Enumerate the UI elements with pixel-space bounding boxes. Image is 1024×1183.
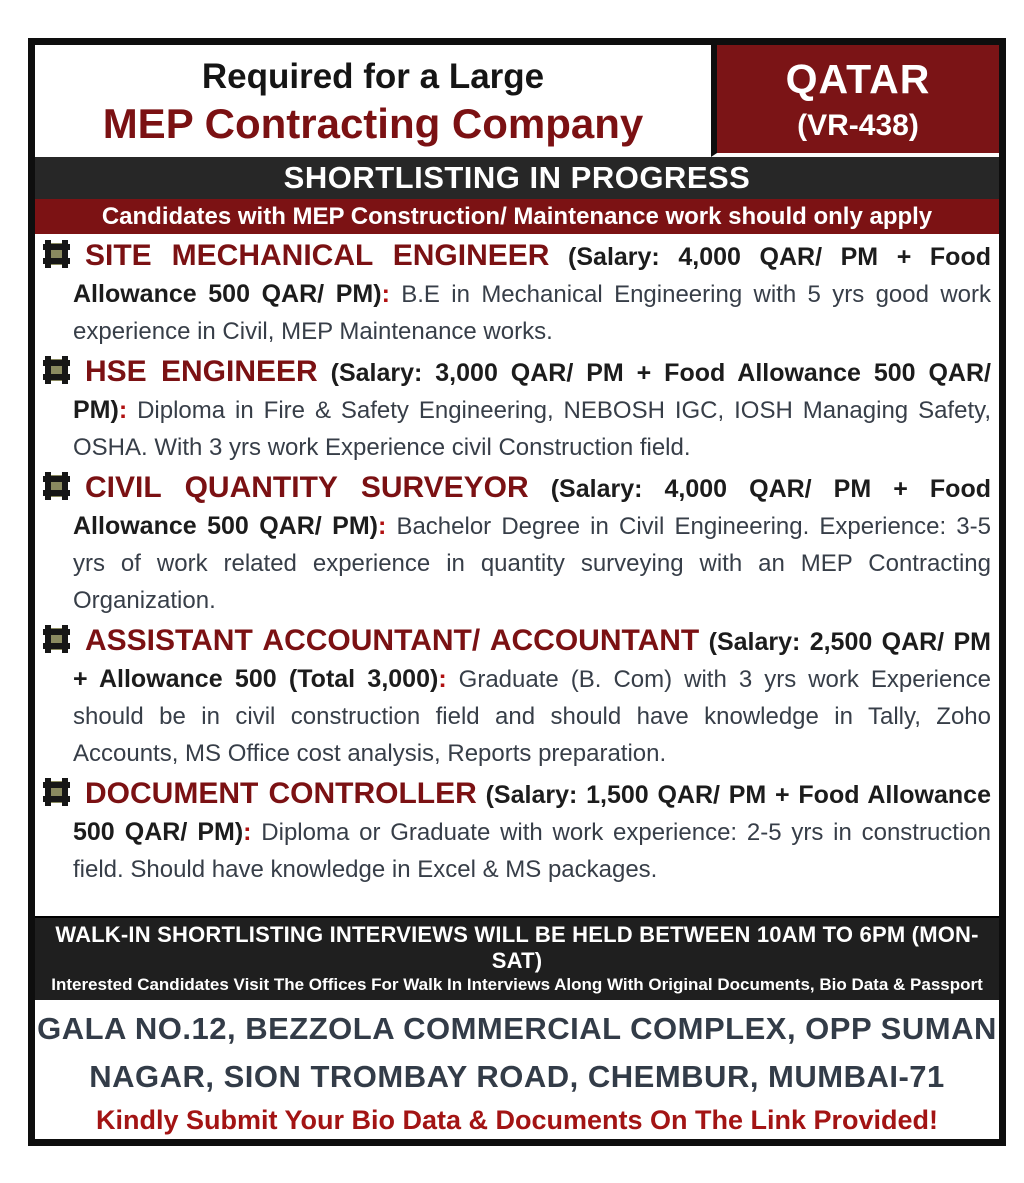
walkin-instructions: Interested Candidates Visit The Offices For Walk In Interviews Along With Original Documents, Bio Data & Passport bbox=[51, 975, 983, 994]
job-salary: (Salary: 1,500 QAR/ PM + Food Allowance 500 QAR/ PM) bbox=[73, 781, 991, 846]
hash-icon bbox=[43, 472, 70, 500]
job-title: DOCUMENT CONTROLLER bbox=[85, 777, 477, 810]
job-salary: (Salary: 4,000 QAR/ PM + Food Allowance 500 QAR/ PM) bbox=[73, 475, 991, 540]
header-title-block bbox=[35, 45, 711, 157]
job-title: SITE MECHANICAL ENGINEER bbox=[85, 239, 550, 272]
submit-note: Kindly Submit Your Bio Data & Documents On The Link Provided! bbox=[95, 1105, 939, 1135]
location-badge bbox=[711, 45, 999, 157]
job-salary: (Salary: 4,000 QAR/ PM + Food Allowance 500 QAR/ PM) bbox=[73, 243, 991, 308]
job-description: Diploma in Fire & Safety Engineering, NEBOSH IGC, IOSH Managing Safety, OSHA. With 3 yrs work Experience civil Construction field. bbox=[73, 397, 991, 461]
address-line2: NAGAR, SION TROMBAY ROAD, CHEMBUR, MUMBAI-71 bbox=[89, 1059, 945, 1094]
location-name: QATAR bbox=[785, 55, 931, 102]
job-list bbox=[35, 234, 999, 916]
job-title: CIVIL QUANTITY SURVEYOR bbox=[85, 471, 529, 504]
job-entry-civil-quantity-surveyor bbox=[43, 469, 991, 619]
header-line1: Required for a Large bbox=[201, 56, 545, 96]
job-title: HSE ENGINEER bbox=[85, 355, 318, 388]
job-colon: : bbox=[377, 512, 387, 540]
header bbox=[35, 45, 999, 157]
job-description: Diploma or Graduate with work experience: 2-5 yrs in construction field. Should have knowledge in Excel & MS packages. bbox=[73, 819, 991, 883]
job-description: Bachelor Degree in Civil Engineering. Experience: 3-5 yrs of work related experience in quantity surveying with an MEP Contracting Organization. bbox=[73, 513, 991, 614]
job-entry-document-controller bbox=[43, 775, 991, 888]
job-description: Graduate (B. Com) with 3 yrs work Experience should be in civil construction field and should have knowledge in Tally, Zoho Accounts, MS Office cost analysis, Reports preparation. bbox=[73, 666, 991, 767]
job-entry-site-mechanical-engineer bbox=[43, 237, 991, 350]
hash-icon bbox=[43, 625, 70, 653]
vacancy-reference: (VR-438) bbox=[797, 108, 919, 142]
header-line2: MEP Contracting Company bbox=[102, 99, 644, 147]
job-description: B.E in Mechanical Engineering with 5 yrs good work experience in Civil, MEP Maintenance works. bbox=[73, 281, 991, 345]
shortlisting-banner: SHORTLISTING IN PROGRESS bbox=[35, 157, 999, 199]
hash-icon bbox=[43, 356, 70, 384]
walkin-banner bbox=[35, 916, 999, 1000]
walkin-schedule: WALK-IN SHORTLISTING INTERVIEWS WILL BE HELD BETWEEN 10AM TO 6PM (MON-SAT) bbox=[55, 922, 979, 973]
job-colon: : bbox=[438, 665, 447, 693]
address-line1: GALA NO.12, BEZZOLA COMMERCIAL COMPLEX, OPP SUMAN bbox=[37, 1011, 997, 1046]
hash-icon bbox=[43, 240, 70, 268]
job-colon: : bbox=[381, 280, 390, 308]
job-entry-hse-engineer bbox=[43, 353, 991, 466]
address-block bbox=[35, 1000, 999, 1139]
candidates-banner: Candidates with MEP Construction/ Maintenance work should only apply bbox=[35, 199, 999, 234]
job-salary: (Salary: 2,500 QAR/ PM + Allowance 500 (Total 3,000) bbox=[73, 628, 992, 693]
hash-icon bbox=[43, 778, 70, 806]
job-salary: (Salary: 3,000 QAR/ PM + Food Allowance 500 QAR/ PM) bbox=[73, 359, 991, 424]
job-entry-assistant-accountant bbox=[43, 622, 991, 772]
poster-frame bbox=[28, 38, 1006, 1146]
job-colon: : bbox=[118, 396, 128, 424]
job-colon: : bbox=[243, 818, 252, 846]
job-title: ASSISTANT ACCOUNTANT/ ACCOUNTANT bbox=[85, 624, 700, 657]
